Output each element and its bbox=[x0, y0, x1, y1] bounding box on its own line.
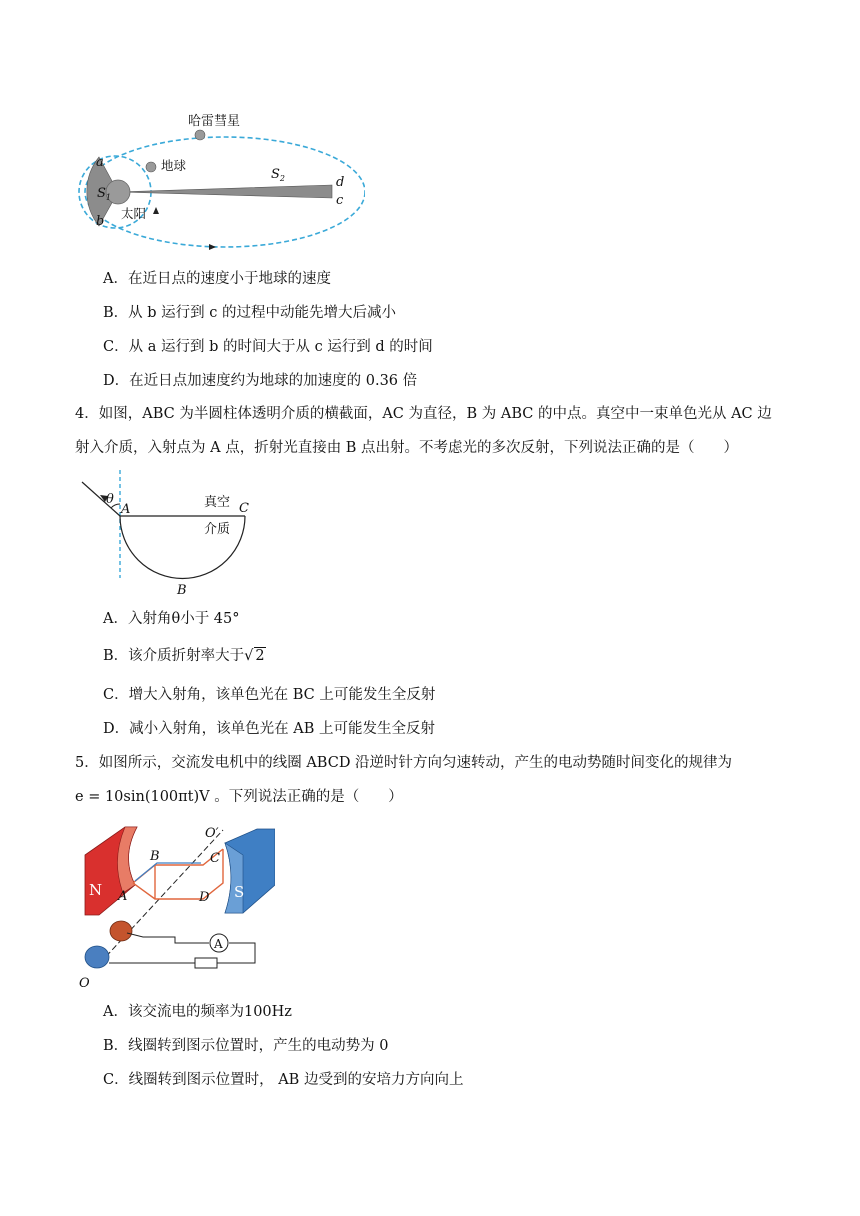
resistor bbox=[195, 958, 217, 968]
label-A: A bbox=[121, 502, 131, 517]
q5-stem-line1: 5．如图所示，交流发电机中的线圈 ABCD 沿逆时针方向匀速转动，产生的电动势随时间变化的规律为 bbox=[75, 755, 733, 771]
circuit-wire bbox=[109, 933, 255, 963]
incident-ray bbox=[82, 482, 120, 516]
q3-option-b: B．从 b 运行到 c 的过程中动能先增大后减小 bbox=[103, 305, 396, 321]
label-O-prime: O′ bbox=[205, 826, 219, 841]
label-earth: 地球 bbox=[161, 158, 187, 173]
label-sun: 太阳 bbox=[121, 206, 147, 221]
q4-stem-line2: 射入介质，入射点为 A 点，折射光直接由 B 点出射。不考虑光的多次反射，下列说法正确的是（ ） bbox=[75, 440, 739, 456]
coil-blue-side bbox=[135, 863, 201, 881]
halley-orbit-figure bbox=[75, 108, 365, 258]
q4-stem-line1: 4．如图，ABC 为半圆柱体透明介质的横截面，AC 为直径，B 为 ABC 的中点。真空中一束单色光从 AC 边 bbox=[75, 406, 772, 422]
halley-comet bbox=[195, 130, 205, 140]
label-a: a bbox=[96, 155, 104, 170]
generator-figure bbox=[75, 815, 275, 990]
label-s2: $S_2$ bbox=[271, 167, 285, 183]
q5-option-b: B．线圈转到图示位置时，产生的电动势为 0 bbox=[103, 1038, 389, 1054]
q4-option-c: C．增大入射角，该单色光在 BC 上可能发生全反射 bbox=[103, 687, 436, 703]
orbit-arrow-icon bbox=[209, 244, 216, 250]
label-vacuum: 真空 bbox=[204, 495, 231, 510]
magnet-s-front bbox=[225, 843, 243, 913]
q5-option-c: C．线圈转到图示位置时， AB 边受到的安培力方向向上 bbox=[103, 1072, 464, 1088]
q3-option-c: C．从 a 运行到 b 的时间大于从 c 运行到 d 的时间 bbox=[103, 339, 433, 355]
earth bbox=[146, 162, 156, 172]
q4-option-d: D．减小入射角，该单色光在 AB 上可能发生全反射 bbox=[103, 721, 435, 737]
sqrt-sign-icon: √ bbox=[244, 648, 254, 664]
q5-stem-line2: e = 10sin(100πt)V 。下列说法正确的是（ ） bbox=[75, 789, 403, 805]
label-B: B bbox=[177, 583, 187, 598]
label-N: N bbox=[89, 881, 103, 899]
label-coil-A: A bbox=[118, 889, 128, 904]
label-b: b bbox=[96, 214, 105, 229]
label-coil-B: B bbox=[150, 849, 160, 864]
slip-ring-blue bbox=[85, 946, 109, 968]
label-S: S bbox=[234, 883, 245, 901]
label-medium: 介质 bbox=[204, 522, 231, 537]
label-d: d bbox=[336, 175, 345, 190]
q3-option-a: A．在近日点的速度小于地球的速度 bbox=[103, 271, 331, 287]
label-halley: 哈雷彗星 bbox=[188, 114, 241, 129]
label-c: c bbox=[336, 193, 344, 208]
q5-option-a: A．该交流电的频率为100Hz bbox=[103, 1004, 292, 1020]
slip-ring-red bbox=[110, 921, 132, 941]
q4-option-a: A．入射角θ小于 45° bbox=[103, 611, 240, 627]
orbit-arrow-icon bbox=[153, 207, 159, 214]
semicircle-figure bbox=[78, 470, 258, 598]
label-O: O bbox=[79, 976, 90, 990]
q4-option-b bbox=[103, 646, 266, 666]
q4-option-b-text: B．该介质折射率大于 bbox=[103, 648, 245, 664]
label-coil-D: D bbox=[199, 890, 210, 905]
label-ammeter: A bbox=[214, 937, 223, 951]
label-coil-C: C bbox=[210, 851, 220, 866]
sqrt-value: 2 bbox=[255, 648, 265, 664]
label-C: C bbox=[239, 501, 249, 516]
q3-option-d: D．在近日点加速度约为地球的加速度的 0.36 倍 bbox=[103, 373, 418, 389]
label-theta: θ bbox=[106, 492, 114, 507]
label-s1: $S_1$ bbox=[97, 186, 111, 202]
